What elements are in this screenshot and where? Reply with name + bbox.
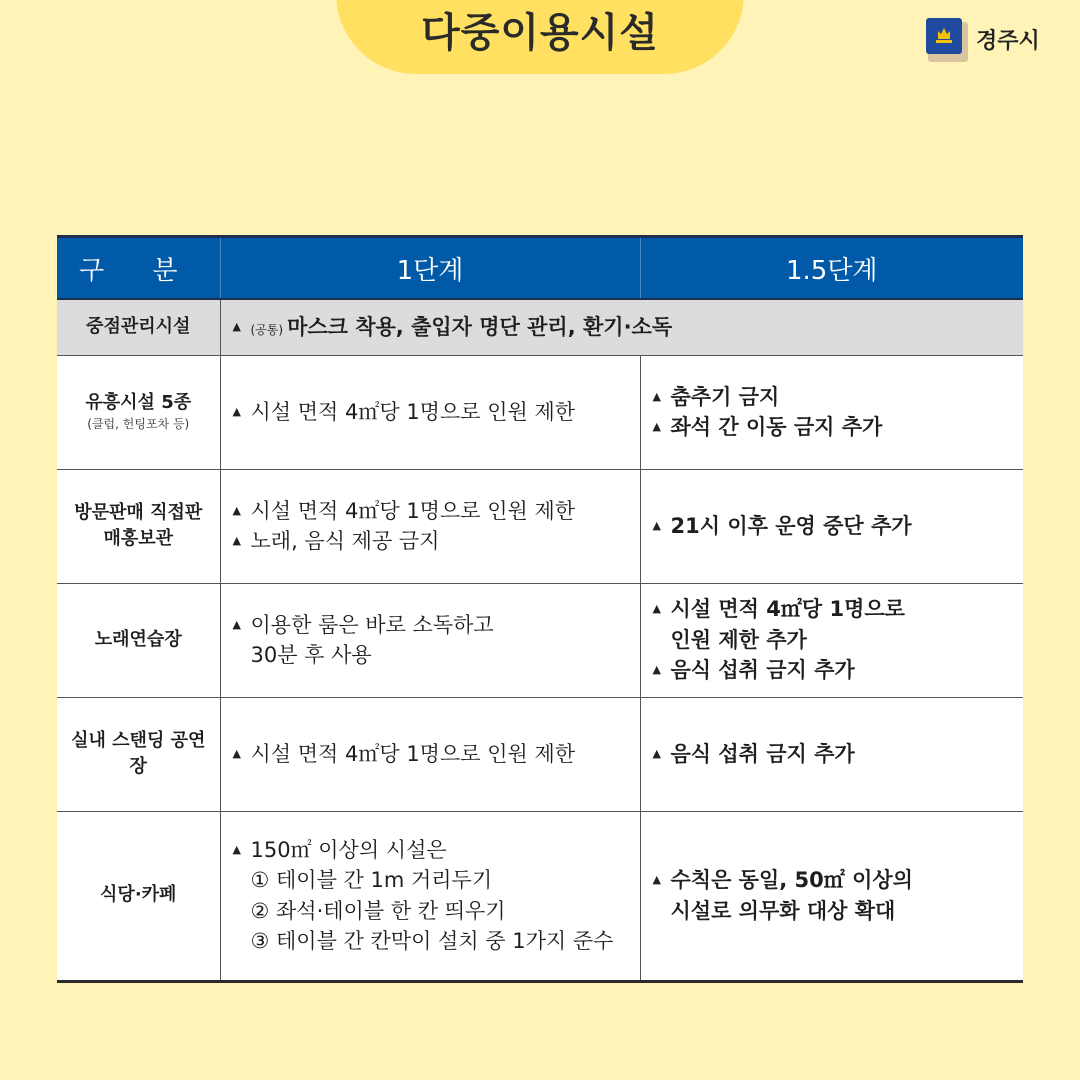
category-label: 유흥시설 5종 bbox=[85, 392, 192, 414]
category-cell bbox=[57, 355, 220, 469]
category-label: 실내 스탠딩 공연장 bbox=[71, 729, 206, 777]
triangle-bullet-icon: ▲ bbox=[232, 320, 241, 334]
table-row bbox=[57, 811, 1023, 981]
stage-1-5-cell bbox=[640, 811, 1023, 981]
table-row bbox=[57, 469, 1023, 583]
rule-text: 인원 제한 추가 bbox=[670, 627, 807, 652]
category-sub-label: (클럽, 헌팅포차 등) bbox=[87, 417, 190, 432]
triangle-bullet-icon: ▲ bbox=[652, 518, 661, 532]
stage-1-cell bbox=[220, 583, 640, 697]
category-cell bbox=[57, 583, 220, 697]
rule-text: 음식 섭취 금지 추가 bbox=[670, 741, 855, 766]
rule-text: 30분 후 사용 bbox=[250, 643, 372, 667]
rule-text: 시설 면적 4㎡당 1명으로 인원 제한 bbox=[250, 399, 576, 424]
rule-text: 노래, 음식 제공 금지 bbox=[250, 529, 440, 553]
stage-1-5-cell bbox=[640, 355, 1023, 469]
stage-1-cell bbox=[220, 811, 640, 981]
rule-text: ③ 테이블 간 칸막이 설치 중 1가지 준수 bbox=[250, 928, 614, 953]
header-stage-1-5: 1.5단계 bbox=[640, 237, 1023, 300]
stage-1-5-cell bbox=[640, 583, 1023, 697]
rule-text: 시설 면적 4㎡당 1명으로 bbox=[670, 597, 905, 622]
category-cell bbox=[57, 811, 220, 981]
category-label: 방문판매 직접판매홍보관 bbox=[74, 501, 203, 549]
rule-text: 시설 면적 4㎡당 1명으로 인원 제한 bbox=[250, 498, 576, 523]
triangle-bullet-icon: ▲ bbox=[652, 389, 661, 403]
triangle-bullet-icon: ▲ bbox=[652, 602, 661, 616]
rule-text: 시설 면적 4㎡당 1명으로 인원 제한 bbox=[250, 741, 576, 766]
rule-text: ② 좌석·테이블 한 칸 띄우기 bbox=[250, 898, 506, 923]
rule-text: 21시 이후 운영 중단 추가 bbox=[670, 513, 912, 538]
page-title-tab bbox=[336, 0, 744, 74]
rule-text: ① 테이블 간 1m 거리두기 bbox=[250, 868, 493, 893]
triangle-bullet-icon: ▲ bbox=[232, 617, 241, 631]
city-emblem-icon bbox=[926, 18, 968, 60]
rule-text: 이용한 룸은 바로 소독하고 bbox=[250, 612, 494, 637]
table-row bbox=[57, 697, 1023, 811]
category-cell: 중점관리시설 bbox=[57, 299, 220, 355]
rule-text: 수칙은 동일, 50㎡ 이상의 bbox=[670, 868, 913, 893]
rule-text: 좌석 간 이동 금지 추가 bbox=[670, 415, 883, 439]
triangle-bullet-icon: ▲ bbox=[652, 873, 661, 887]
common-tag: (공통) bbox=[250, 323, 284, 338]
rule-text: 춤추기 금지 bbox=[670, 384, 780, 409]
category-label: 노래연습장 bbox=[94, 628, 182, 650]
rule-text: 음식 섭취 금지 추가 bbox=[670, 658, 855, 683]
category-label: 식당·카페 bbox=[100, 884, 177, 906]
stage-1-cell bbox=[220, 697, 640, 811]
triangle-bullet-icon: ▲ bbox=[652, 663, 661, 677]
common-row bbox=[57, 299, 1023, 355]
triangle-bullet-icon: ▲ bbox=[232, 404, 241, 418]
stage-1-5-cell bbox=[640, 697, 1023, 811]
header-stage-1: 1단계 bbox=[220, 237, 640, 300]
table-row bbox=[57, 355, 1023, 469]
triangle-bullet-icon: ▲ bbox=[232, 534, 241, 547]
stage-1-5-cell bbox=[640, 469, 1023, 583]
common-rule-cell bbox=[220, 299, 1023, 355]
header-category: 구 분 bbox=[57, 237, 220, 300]
category-cell bbox=[57, 469, 220, 583]
stage-1-cell bbox=[220, 355, 640, 469]
triangle-bullet-icon: ▲ bbox=[232, 842, 241, 856]
triangle-bullet-icon: ▲ bbox=[652, 746, 661, 760]
logo-text: 경주시 bbox=[976, 28, 1040, 54]
stage-1-cell bbox=[220, 469, 640, 583]
facility-table bbox=[57, 235, 1023, 983]
triangle-bullet-icon: ▲ bbox=[232, 503, 241, 517]
page-title: 다중이용시설 bbox=[421, 10, 659, 56]
rule-text: 150㎡ 이상의 시설은 bbox=[250, 837, 447, 862]
common-rule-text: 마스크 착용, 출입자 명단 관리, 환기·소독 bbox=[287, 315, 673, 340]
triangle-bullet-icon: ▲ bbox=[232, 746, 241, 760]
triangle-bullet-icon: ▲ bbox=[652, 420, 661, 433]
city-logo bbox=[926, 18, 1040, 60]
category-cell bbox=[57, 697, 220, 811]
table-row bbox=[57, 583, 1023, 697]
table-header-row bbox=[57, 237, 1023, 300]
rule-text: 시설로 의무화 대상 확대 bbox=[670, 898, 896, 923]
